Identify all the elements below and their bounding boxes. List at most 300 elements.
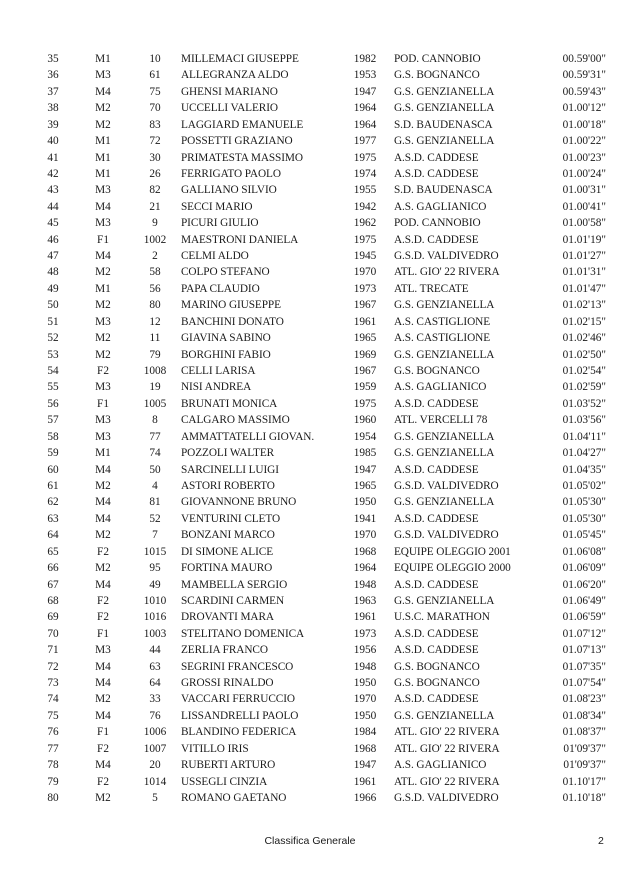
athlete-name-cell: ASTORI ROBERTO — [181, 479, 275, 492]
category-cell: F2 — [97, 545, 109, 558]
athlete-name-cell: SCARDINI CARMEN — [181, 594, 285, 607]
position-cell: 77 — [47, 742, 59, 755]
position-cell: 67 — [47, 578, 59, 591]
finish-time-cell: 01'09'37" — [563, 759, 606, 772]
table-row — [0, 51, 620, 67]
finish-time-cell: 01.10'18" — [562, 791, 606, 804]
birth-year-cell: 1955 — [353, 184, 377, 197]
table-row — [0, 117, 620, 133]
club-cell: ATL. GIO' 22 RIVERA — [394, 742, 500, 755]
birth-year-cell: 1965 — [353, 479, 377, 492]
bib-number-cell: 1006 — [143, 726, 167, 739]
bib-number-cell: 5 — [152, 791, 158, 804]
birth-year-cell: 1947 — [353, 463, 377, 476]
bib-number-cell: 33 — [149, 693, 161, 706]
bib-number-cell: 30 — [149, 151, 161, 164]
bib-number-cell: 74 — [149, 447, 161, 460]
athlete-name-cell: PICURI GIULIO — [181, 217, 259, 230]
bib-number-cell: 11 — [149, 332, 161, 345]
athlete-name-cell: FERRIGATO PAOLO — [181, 167, 281, 180]
table-row — [0, 314, 620, 330]
table-row — [0, 511, 620, 527]
category-cell: F2 — [97, 742, 109, 755]
table-row — [0, 297, 620, 313]
finish-time-cell: 01.05'30" — [562, 496, 606, 509]
category-cell: M2 — [95, 102, 111, 115]
club-cell: G.S. BOGNANCO — [394, 69, 480, 82]
birth-year-cell: 1956 — [353, 644, 377, 657]
birth-year-cell: 1963 — [353, 594, 377, 607]
finish-time-cell: 01.07'54" — [562, 677, 606, 690]
club-cell: G.S. GENZIANELLA — [394, 102, 495, 115]
birth-year-cell: 1975 — [353, 233, 377, 246]
finish-time-cell: 01.06'59" — [562, 611, 606, 624]
athlete-name-cell: GROSSI RINALDO — [181, 677, 274, 690]
finish-time-cell: 00.59'31" — [562, 69, 606, 82]
club-cell: A.S. GAGLIANICO — [394, 381, 487, 394]
athlete-name-cell: VENTURINI CLETO — [181, 512, 281, 525]
bib-number-cell: 95 — [149, 562, 161, 575]
finish-time-cell: 01.00'12" — [562, 102, 606, 115]
category-cell: M4 — [95, 496, 111, 509]
table-row — [0, 790, 620, 806]
position-cell: 64 — [47, 529, 59, 542]
bib-number-cell: 1015 — [143, 545, 167, 558]
category-cell: M2 — [95, 562, 111, 575]
athlete-name-cell: CELLI LARISA — [181, 365, 256, 378]
position-cell: 39 — [47, 118, 59, 131]
athlete-name-cell: ROMANO GAETANO — [181, 791, 287, 804]
category-cell: M4 — [95, 578, 111, 591]
position-cell: 54 — [47, 365, 59, 378]
category-cell: M2 — [95, 299, 111, 312]
bib-number-cell: 83 — [149, 118, 161, 131]
athlete-name-cell: MAESTRONI DANIELA — [181, 233, 299, 246]
birth-year-cell: 1965 — [353, 332, 377, 345]
club-cell: G.S.D. VALDIVEDRO — [394, 529, 499, 542]
footer-title: Classifica Generale — [264, 835, 356, 847]
table-row — [0, 724, 620, 740]
bib-number-cell: 79 — [149, 348, 161, 361]
table-row — [0, 412, 620, 428]
birth-year-cell: 1948 — [353, 660, 377, 673]
bib-number-cell: 1002 — [143, 233, 167, 246]
table-row — [0, 741, 620, 757]
bib-number-cell: 1016 — [143, 611, 167, 624]
table-row — [0, 708, 620, 724]
table-row — [0, 757, 620, 773]
club-cell: G.S.D. VALDIVEDRO — [394, 791, 499, 804]
category-cell: M1 — [95, 167, 111, 180]
finish-time-cell: 01.02'50" — [562, 348, 606, 361]
position-cell: 75 — [47, 709, 59, 722]
category-cell: M4 — [95, 709, 111, 722]
position-cell: 80 — [47, 791, 59, 804]
club-cell: EQUIPE OLEGGIO 2000 — [394, 562, 511, 575]
club-cell: A.S.D. CADDESE — [394, 627, 479, 640]
birth-year-cell: 1970 — [353, 529, 377, 542]
birth-year-cell: 1964 — [353, 102, 377, 115]
birth-year-cell: 1973 — [353, 282, 377, 295]
athlete-name-cell: SARCINELLI LUIGI — [181, 463, 279, 476]
position-cell: 52 — [47, 332, 59, 345]
table-row — [0, 379, 620, 395]
position-cell: 35 — [47, 53, 59, 65]
bib-number-cell: 58 — [149, 266, 161, 279]
finish-time-cell: 01.10'17" — [562, 775, 606, 788]
table-row — [0, 100, 620, 116]
club-cell: G.S. GENZIANELLA — [394, 299, 495, 312]
bib-number-cell: 77 — [149, 430, 161, 443]
table-row — [0, 215, 620, 231]
birth-year-cell: 1947 — [353, 85, 377, 98]
club-cell: S.D. BAUDENASCA — [394, 184, 493, 197]
table-row — [0, 133, 620, 149]
athlete-name-cell: BONZANI MARCO — [181, 529, 275, 542]
bib-number-cell: 70 — [149, 102, 161, 115]
birth-year-cell: 1966 — [353, 791, 377, 804]
birth-year-cell: 1967 — [353, 299, 377, 312]
table-row — [0, 363, 620, 379]
finish-time-cell: 01.01'31" — [562, 266, 606, 279]
birth-year-cell: 1950 — [353, 677, 377, 690]
birth-year-cell: 1948 — [353, 578, 377, 591]
athlete-name-cell: AMMATTATELLI GIOVAN. — [181, 430, 315, 443]
birth-year-cell: 1984 — [353, 726, 377, 739]
club-cell: A.S.D. CADDESE — [394, 397, 479, 410]
birth-year-cell: 1970 — [353, 693, 377, 706]
bib-number-cell: 10 — [149, 53, 161, 65]
club-cell: G.S. BOGNANCO — [394, 660, 480, 673]
finish-time-cell: 01.02'46" — [562, 332, 606, 345]
category-cell: F2 — [97, 775, 109, 788]
birth-year-cell: 1968 — [353, 742, 377, 755]
table-row — [0, 642, 620, 658]
birth-year-cell: 1961 — [353, 611, 377, 624]
category-cell: M2 — [95, 118, 111, 131]
club-cell: G.S. GENZIANELLA — [394, 85, 495, 98]
position-cell: 51 — [47, 315, 59, 328]
category-cell: F2 — [97, 611, 109, 624]
athlete-name-cell: GALLIANO SILVIO — [181, 184, 277, 197]
club-cell: G.S. BOGNANCO — [394, 677, 480, 690]
club-cell: A.S. CASTIGLIONE — [394, 332, 490, 345]
position-cell: 36 — [47, 69, 59, 82]
table-row — [0, 527, 620, 543]
birth-year-cell: 1970 — [353, 266, 377, 279]
position-cell: 42 — [47, 167, 59, 180]
category-cell: M3 — [95, 69, 111, 82]
finish-time-cell: 01.01'27" — [562, 250, 606, 263]
athlete-name-cell: ALLEGRANZA ALDO — [181, 69, 289, 82]
bib-number-cell: 20 — [149, 759, 161, 772]
birth-year-cell: 1968 — [353, 545, 377, 558]
club-cell: POD. CANNOBIO — [394, 53, 481, 65]
category-cell: M4 — [95, 85, 111, 98]
category-cell: M1 — [95, 53, 111, 65]
category-cell: M2 — [95, 693, 111, 706]
finish-time-cell: 01.08'23" — [562, 693, 606, 706]
bib-number-cell: 9 — [152, 217, 158, 230]
athlete-name-cell: SECCI MARIO — [181, 200, 253, 213]
position-cell: 50 — [47, 299, 59, 312]
birth-year-cell: 1961 — [353, 315, 377, 328]
table-row — [0, 478, 620, 494]
athlete-name-cell: USSEGLI CINZIA — [181, 775, 268, 788]
finish-time-cell: 01.06'49" — [562, 594, 606, 607]
category-cell: M2 — [95, 348, 111, 361]
club-cell: G.S.D. VALDIVEDRO — [394, 479, 499, 492]
bib-number-cell: 49 — [149, 578, 161, 591]
birth-year-cell: 1953 — [353, 69, 377, 82]
athlete-name-cell: BRUNATI MONICA — [181, 397, 278, 410]
birth-year-cell: 1967 — [353, 365, 377, 378]
table-row — [0, 675, 620, 691]
birth-year-cell: 1969 — [353, 348, 377, 361]
athlete-name-cell: GIOVANNONE BRUNO — [181, 496, 297, 509]
club-cell: A.S. GAGLIANICO — [394, 759, 487, 772]
category-cell: M2 — [95, 529, 111, 542]
finish-time-cell: 01.03'56" — [562, 414, 606, 427]
position-cell: 62 — [47, 496, 59, 509]
category-cell: F1 — [97, 233, 109, 246]
results-table — [0, 51, 620, 806]
finish-time-cell: 01.08'37" — [562, 726, 606, 739]
position-cell: 69 — [47, 611, 59, 624]
category-cell: F2 — [97, 365, 109, 378]
position-cell: 79 — [47, 775, 59, 788]
category-cell: M3 — [95, 644, 111, 657]
bib-number-cell: 1003 — [143, 627, 167, 640]
birth-year-cell: 1950 — [353, 709, 377, 722]
club-cell: ATL. GIO' 22 RIVERA — [394, 266, 500, 279]
birth-year-cell: 1942 — [353, 200, 377, 213]
club-cell: A.S.D. CADDESE — [394, 693, 479, 706]
position-cell: 45 — [47, 217, 59, 230]
athlete-name-cell: GHENSI MARIANO — [181, 85, 278, 98]
category-cell: M2 — [95, 479, 111, 492]
finish-time-cell: 01.08'34" — [562, 709, 606, 722]
table-row — [0, 659, 620, 675]
birth-year-cell: 1974 — [353, 167, 377, 180]
finish-time-cell: 01.02'54" — [562, 365, 606, 378]
finish-time-cell: 01.00'31" — [562, 184, 606, 197]
finish-time-cell: 01.03'52" — [562, 397, 606, 410]
birth-year-cell: 1947 — [353, 759, 377, 772]
category-cell: M3 — [95, 430, 111, 443]
table-row — [0, 774, 620, 790]
position-cell: 55 — [47, 381, 59, 394]
table-row — [0, 593, 620, 609]
athlete-name-cell: POSSETTI GRAZIANO — [181, 135, 293, 148]
club-cell: A.S.D. CADDESE — [394, 233, 479, 246]
position-cell: 46 — [47, 233, 59, 246]
club-cell: A.S.D. CADDESE — [394, 578, 479, 591]
athlete-name-cell: BORGHINI FABIO — [181, 348, 271, 361]
athlete-name-cell: STELITANO DOMENICA — [181, 627, 305, 640]
table-row — [0, 560, 620, 576]
position-cell: 43 — [47, 184, 59, 197]
bib-number-cell: 8 — [152, 414, 158, 427]
position-cell: 65 — [47, 545, 59, 558]
athlete-name-cell: MILLEMACI GIUSEPPE — [181, 53, 299, 65]
position-cell: 68 — [47, 594, 59, 607]
club-cell: A.S.D. CADDESE — [394, 151, 479, 164]
finish-time-cell: 01.04'35" — [562, 463, 606, 476]
club-cell: A.S. GAGLIANICO — [394, 200, 487, 213]
bib-number-cell: 1008 — [143, 365, 167, 378]
bib-number-cell: 80 — [149, 299, 161, 312]
finish-time-cell: 01.06'09" — [562, 562, 606, 575]
position-cell: 44 — [47, 200, 59, 213]
club-cell: S.D. BAUDENASCA — [394, 118, 493, 131]
finish-time-cell: 01'09'37" — [563, 742, 606, 755]
club-cell: G.S. GENZIANELLA — [394, 594, 495, 607]
table-row — [0, 626, 620, 642]
position-cell: 41 — [47, 151, 59, 164]
category-cell: M3 — [95, 217, 111, 230]
table-row — [0, 67, 620, 83]
club-cell: G.S. GENZIANELLA — [394, 135, 495, 148]
club-cell: ATL. VERCELLI 78 — [394, 414, 488, 427]
finish-time-cell: 01.06'20" — [562, 578, 606, 591]
finish-time-cell: 01.00'22" — [562, 135, 606, 148]
table-row — [0, 232, 620, 248]
table-row — [0, 84, 620, 100]
position-cell: 60 — [47, 463, 59, 476]
club-cell: POD. CANNOBIO — [394, 217, 481, 230]
category-cell: M3 — [95, 315, 111, 328]
birth-year-cell: 1964 — [353, 562, 377, 575]
athlete-name-cell: GIAVINA SABINO — [181, 332, 271, 345]
finish-time-cell: 01.00'24" — [562, 167, 606, 180]
athlete-name-cell: MAMBELLA SERGIO — [181, 578, 288, 591]
birth-year-cell: 1962 — [353, 217, 377, 230]
bib-number-cell: 81 — [149, 496, 161, 509]
athlete-name-cell: BANCHINI DONATO — [181, 315, 284, 328]
athlete-name-cell: COLPO STEFANO — [181, 266, 270, 279]
category-cell: M4 — [95, 677, 111, 690]
bib-number-cell: 75 — [149, 85, 161, 98]
category-cell: F1 — [97, 397, 109, 410]
position-cell: 73 — [47, 677, 59, 690]
birth-year-cell: 1954 — [353, 430, 377, 443]
athlete-name-cell: ZERLIA FRANCO — [181, 644, 268, 657]
position-cell: 70 — [47, 627, 59, 640]
athlete-name-cell: POZZOLI WALTER — [181, 447, 275, 460]
athlete-name-cell: FORTINA MAURO — [181, 562, 273, 575]
category-cell: M1 — [95, 447, 111, 460]
table-row — [0, 577, 620, 593]
finish-time-cell: 01.05'02" — [562, 479, 606, 492]
category-cell: M2 — [95, 266, 111, 279]
bib-number-cell: 2 — [152, 250, 158, 263]
position-cell: 72 — [47, 660, 59, 673]
athlete-name-cell: MARINO GIUSEPPE — [181, 299, 281, 312]
bib-number-cell: 21 — [149, 200, 161, 213]
table-row — [0, 248, 620, 264]
finish-time-cell: 01.01'47" — [562, 282, 606, 295]
position-cell: 56 — [47, 397, 59, 410]
bib-number-cell: 12 — [149, 315, 161, 328]
athlete-name-cell: NISI ANDREA — [181, 381, 252, 394]
finish-time-cell: 01.04'11" — [563, 430, 606, 443]
bib-number-cell: 1014 — [143, 775, 167, 788]
position-cell: 53 — [47, 348, 59, 361]
club-cell: G.S. GENZIANELLA — [394, 348, 495, 361]
finish-time-cell: 01.05'45" — [562, 529, 606, 542]
category-cell: M4 — [95, 759, 111, 772]
athlete-name-cell: SEGRINI FRANCESCO — [181, 660, 294, 673]
club-cell: G.S. GENZIANELLA — [394, 447, 495, 460]
birth-year-cell: 1982 — [353, 53, 377, 65]
category-cell: M1 — [95, 282, 111, 295]
category-cell: M4 — [95, 200, 111, 213]
birth-year-cell: 1945 — [353, 250, 377, 263]
bib-number-cell: 1007 — [143, 742, 167, 755]
category-cell: M1 — [95, 135, 111, 148]
club-cell: ATL. GIO' 22 RIVERA — [394, 775, 500, 788]
athlete-name-cell: UCCELLI VALERIO — [181, 102, 278, 115]
category-cell: M1 — [95, 151, 111, 164]
athlete-name-cell: PAPA CLAUDIO — [181, 282, 260, 295]
category-cell: M2 — [95, 332, 111, 345]
finish-time-cell: 01.02'59" — [562, 381, 606, 394]
position-cell: 58 — [47, 430, 59, 443]
category-cell: M4 — [95, 463, 111, 476]
club-cell: A.S.D. CADDESE — [394, 644, 479, 657]
birth-year-cell: 1961 — [353, 775, 377, 788]
position-cell: 76 — [47, 726, 59, 739]
club-cell: A.S.D. CADDESE — [394, 167, 479, 180]
finish-time-cell: 01.04'27" — [562, 447, 606, 460]
table-row — [0, 691, 620, 707]
athlete-name-cell: BLANDINO FEDERICA — [181, 726, 297, 739]
finish-time-cell: 01.06'08" — [562, 545, 606, 558]
position-cell: 48 — [47, 266, 59, 279]
birth-year-cell: 1964 — [353, 118, 377, 131]
bib-number-cell: 26 — [149, 167, 161, 180]
club-cell: U.S.C. MARATHON — [394, 611, 490, 624]
bib-number-cell: 72 — [149, 135, 161, 148]
finish-time-cell: 01.07'12" — [562, 627, 606, 640]
table-row — [0, 150, 620, 166]
athlete-name-cell: LISSANDRELLI PAOLO — [181, 709, 299, 722]
table-row — [0, 396, 620, 412]
bib-number-cell: 1005 — [143, 397, 167, 410]
finish-time-cell: 01.02'13" — [562, 299, 606, 312]
club-cell: G.S. GENZIANELLA — [394, 496, 495, 509]
birth-year-cell: 1975 — [353, 397, 377, 410]
category-cell: F2 — [97, 594, 109, 607]
birth-year-cell: 1950 — [353, 496, 377, 509]
bib-number-cell: 1010 — [143, 594, 167, 607]
finish-time-cell: 01.07'35" — [562, 660, 606, 673]
bib-number-cell: 82 — [149, 184, 161, 197]
position-cell: 47 — [47, 250, 59, 263]
club-cell: G.S. GENZIANELLA — [394, 430, 495, 443]
category-cell: M4 — [95, 660, 111, 673]
birth-year-cell: 1975 — [353, 151, 377, 164]
category-cell: M4 — [95, 250, 111, 263]
finish-time-cell: 01.00'41" — [562, 200, 606, 213]
bib-number-cell: 19 — [149, 381, 161, 394]
table-row — [0, 429, 620, 445]
table-row — [0, 445, 620, 461]
position-cell: 49 — [47, 282, 59, 295]
birth-year-cell: 1960 — [353, 414, 377, 427]
category-cell: F1 — [97, 726, 109, 739]
